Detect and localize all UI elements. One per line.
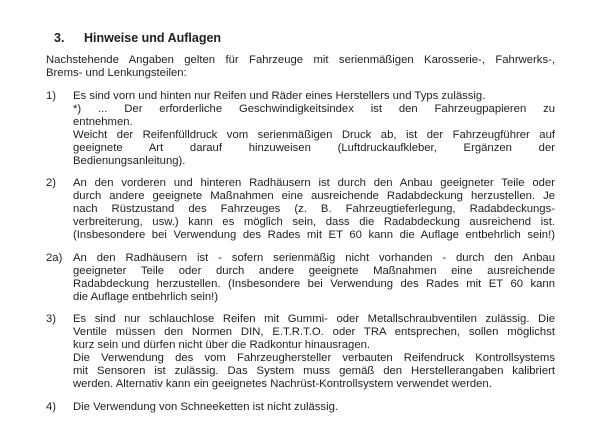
intro-line: Brems- und Lenkungsteilen: [46,67,187,79]
item-number: 4) [46,400,57,413]
item-text [73,252,555,304]
item-paragraph-line: Weicht der Reifenfülldruck vom serienmäßigen Druck ab, ist der Fahrzeugführer auf [73,128,555,141]
intro-paragraph [46,54,555,80]
item-paragraph-line: die Auflage entbehrlich sein!) [73,290,219,303]
list-item-1 [46,90,555,168]
section-heading [54,31,555,46]
item-text [73,177,555,242]
item-paragraph-line: geeigneter Teile oder durch andere geeignete Maßnahmen eine ausreichende [73,264,555,277]
item-paragraph-line: nach Rüstzustand des Fahrzeuges (z. B. Fahrzeugtieferlegung, Radabdeckungs- [73,203,555,215]
item-number: 2a) [46,251,63,264]
item-paragraph-line: kurz sein und dürfen nicht über die Radkontur hinausragen. [73,339,371,351]
list-item-2a [46,252,555,304]
item-number: 2) [46,177,57,189]
item-paragraph-line: An den vorderen und hinteren Radhäusern ist durch den Anbau geeigneter Teile oder [73,177,555,189]
item-paragraph-line: durch andere geeignete Maßnahmen eine ausreichende Radabdeckung herzustellen. Je [73,190,555,202]
item-paragraph-line: verbreiterung, usw.) kann es möglich sein, dass die Radabdeckung ausreichend ist. [73,216,555,228]
item-paragraph-line: mit Sensoren ist zulässig. Das System muss gemäß den Herstellerangaben kalibriert [73,365,555,377]
item-paragraph-line: entnehmen. [73,115,133,128]
item-number: 3) [46,313,57,325]
intro-line: Nachstehende Angaben gelten für Fahrzeuge mit serienmäßigen Karosserie-, Fahrwerks-, [46,54,555,66]
item-paragraph-line: Die Verwendung des vom Fahrzeughersteller verbauten Reifendruck Kontrollsystems [73,352,555,364]
item-paragraph-line: Es sind nur schlauchlose Reifen mit Gummi- oder Metallschraubventilen zulässig. Die [73,313,555,325]
section-title: Hinweise und Auflagen [84,31,222,45]
item-paragraph-line: geeignete Art darauf hinzuweisen (Luftdruckaufkleber, Ergänzen der [73,141,555,154]
item-paragraph-line: werden. Alternativ kann ein geeignetes Nachrüst-Kontrollsystem verwendet werden. [73,378,492,390]
item-text [73,313,555,391]
item-paragraph-line: Es sind vorn und hinten nur Reifen und Räder eines Herstellers und Typs zulässig. [73,89,486,102]
item-paragraph-line: Die Verwendung von Schneeketten ist nicht zulässig. [73,400,339,413]
list-item-2 [46,177,555,242]
item-paragraph-line: Bedienungsanleitung). [73,154,186,167]
item-paragraph-line: Radabdeckung herzustellen. (Insbesondere bei Verwendung des Rades mit ET 60 kann [73,277,555,290]
item-paragraph-line: An den Radhäusern ist - sofern serienmäßig nicht vorhanden - durch den Anbau [73,251,555,264]
item-paragraph-line: Ventile müssen den Normen DIN, E.T.R.T.O. oder TRA entsprechen, sollen möglichst [73,326,555,338]
numbered-list [46,90,555,414]
item-paragraph-line: (Insbesondere bei Verwendung des Rades mit ET 60 kann die Auflage entbehrlich sein!) [73,229,555,241]
list-item-4 [46,401,555,414]
item-paragraph-line: *) ... Der erforderliche Geschwindigkeitsindex ist den Fahrzeugpapieren zu [73,102,555,115]
list-item-3 [46,313,555,391]
item-number: 1) [46,89,57,102]
item-text [73,90,555,168]
item-text [73,401,555,414]
section-number: 3. [54,31,65,45]
